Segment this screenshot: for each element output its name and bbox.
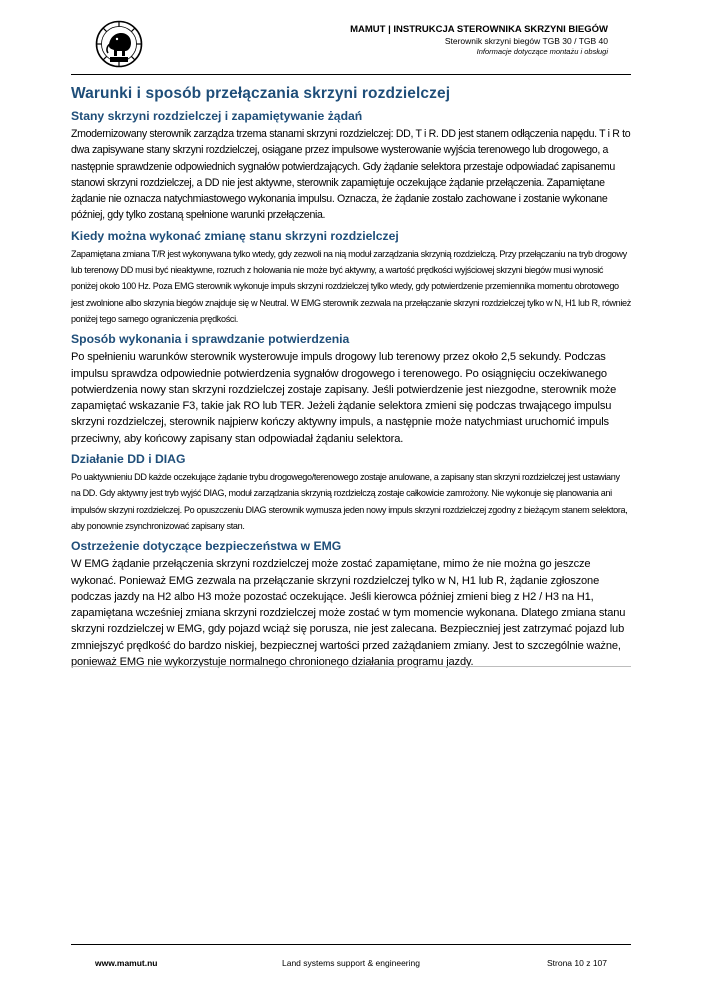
section-heading: Sposób wykonania i sprawdzanie potwierdzenia bbox=[71, 332, 350, 347]
section-heading: Kiedy można wykonać zmianę stanu skrzyni rozdzielczej bbox=[71, 228, 399, 243]
content-end-divider bbox=[71, 666, 631, 667]
header-title: MAMUT | INSTRUKCJA STEROWNIKA SKRZYNI BIEGÓW bbox=[350, 24, 608, 35]
header-subtitle: Sterownik skrzyni biegów TGB 30 / TGB 40 bbox=[444, 36, 608, 46]
section-paragraph: Po uaktywnieniu DD każde oczekujące żądanie trybu drogowego/terenowego zostaje anulowane, a zapisany stan skrzyni rozdzielczej jest ustawiany na DD. Gdy aktywny jest tryb wyjść DIAG, moduł zarządzania skrzynią rozdzielczą zostaje całkowicie zamrożony. Nie wykonuje się planowania ani impulsów skrzyni rozdzielczej. Po opuszczeniu DIAG sterownik wymusza jeden nowy impuls skrzyni rozdzielczej zgodny z bieżącym stanem selektora, aby ponownie zsynchronizować zapisany stan. bbox=[71, 472, 628, 531]
page-header bbox=[71, 18, 631, 68]
header-divider bbox=[71, 74, 631, 75]
section-heading: Ostrzeżenie dotyczące bezpieczeństwa w EMG bbox=[71, 539, 342, 554]
section-paragraph: Zmodernizowany sterownik zarządza trzema stanami skrzyni rozdzielczej: DD, T i R. DD jest stanem odłączenia napędu. T i R to dwa zapisywane stany skrzyni rozdzielczej, osiągane przez impulsowe wysterowanie wyjścia terenowego lub drogowego, a następnie sprawdzenie odpowiednich sygnałów potwierdzających. Gdy żądanie selektora przestaje odpowiadać zapisanemu stanowi skrzyni rozdzielczej, a DD nie jest aktywne, sterownik zapamiętuje oczekujące żądanie przełączenia. Zapamiętane żądanie nie oznacza natychmiastowego wykonania impulsu. Oznacza, że żądanie zostało zachowane i zostanie wykonane później, gdy tylko zostaną spełnione warunki przełączenia. bbox=[71, 128, 631, 222]
header-text bbox=[350, 24, 608, 57]
footer-website-link[interactable]: www.mamut.nu bbox=[95, 958, 158, 968]
section-paragraph: W EMG żądanie przełączenia skrzyni rozdzielczej może zostać zapamiętane, mimo że nie można go jeszcze wykonać. Ponieważ EMG zezwala na przełączanie skrzyni rozdzielczej tylko w N, H1 lub R, żądanie zgłoszone podczas jazdy na H2 albo H3 może pozostać oczekujące. Jeśli kierowca później zmieni bieg z H2 / H3 na H1, zapamiętana wcześniej zmiana skrzyni rozdzielczej może zostać w tym momencie wykonana. Dlatego zmiana stanu skrzyni rozdzielczej w EMG, gdy pojazd wciąż się porusza, nie jest zalecana. Bezpieczniej jest zatrzymać pojazd lub zmniejszyć prędkość do bardzo niskiej, bezpiecznej wartości przed zażądaniem zmiany. Jest to szczególnie ważne, ponieważ EMG nie wykorzystuje normalnego chronionego działania programu jazdy. bbox=[71, 558, 626, 669]
header-note: Informacje dotyczące montażu i obsługi bbox=[476, 47, 608, 56]
page-footer bbox=[71, 958, 631, 972]
page-title: Warunki i sposób przełączania skrzyni rozdzielczej bbox=[71, 85, 451, 102]
mamut-logo-icon bbox=[95, 20, 143, 68]
main-content bbox=[71, 84, 631, 670]
footer-center-text: Land systems support & engineering bbox=[282, 958, 420, 968]
section-heading: Stany skrzyni rozdzielczej i zapamiętywanie żądań bbox=[71, 109, 363, 123]
section-heading: Działanie DD i DIAG bbox=[71, 452, 186, 467]
section-paragraph: Zapamiętana zmiana T/R jest wykonywana tylko wtedy, gdy zezwoli na nią moduł zarządzania skrzynią rozdzielczą. Przy przełączaniu na tryb drogowy lub terenowy DD musi być nieaktywne, rozruch z holowania nie może być aktywny, a wartość prędkości wyjściowej skrzyni biegów musi wynosić poniżej około 100 Hz. Poza EMG sterownik wykonuje impuls skrzyni rozdzielczej tylko wtedy, gdy potwierdzenie przemiennika momentu obrotowego jest zwolnione albo skrzynia biegów znajduje się w Neutral. W EMG sterownik zezwala na przełączanie skrzyni rozdzielczej tylko w N, H1 lub R, również poniżej tego samego ograniczenia prędkości. bbox=[71, 248, 631, 324]
section-paragraph: Po spełnieniu warunków sterownik wysterowuje impuls drogowy lub terenowy przez około 2,5 sekundy. Podczas impulsu sprawdza odpowiednie potwierdzenia sygnałów drogowego i terenowego. Po osiągnięciu oczekiwanego potwierdzenia nowy stan skrzyni rozdzielczej zostaje zapisany. Jeśli potwierdzenie jest niezgodne, sterownik może zapamiętać wskazanie F3, takie jak RO lub TER. Jeżeli żądanie selektora zmieni się podczas trwającego impulsu skrzyni rozdzielczej, sterownik najpierw kończy aktywny impuls, a następnie może natychmiast uruchomić impuls przeciwny, aby końcowy zapisany stan odpowiadał żądaniu selektora. bbox=[71, 351, 617, 445]
footer-page-number: Strona 10 z 107 bbox=[546, 958, 607, 968]
footer-divider bbox=[71, 944, 631, 945]
